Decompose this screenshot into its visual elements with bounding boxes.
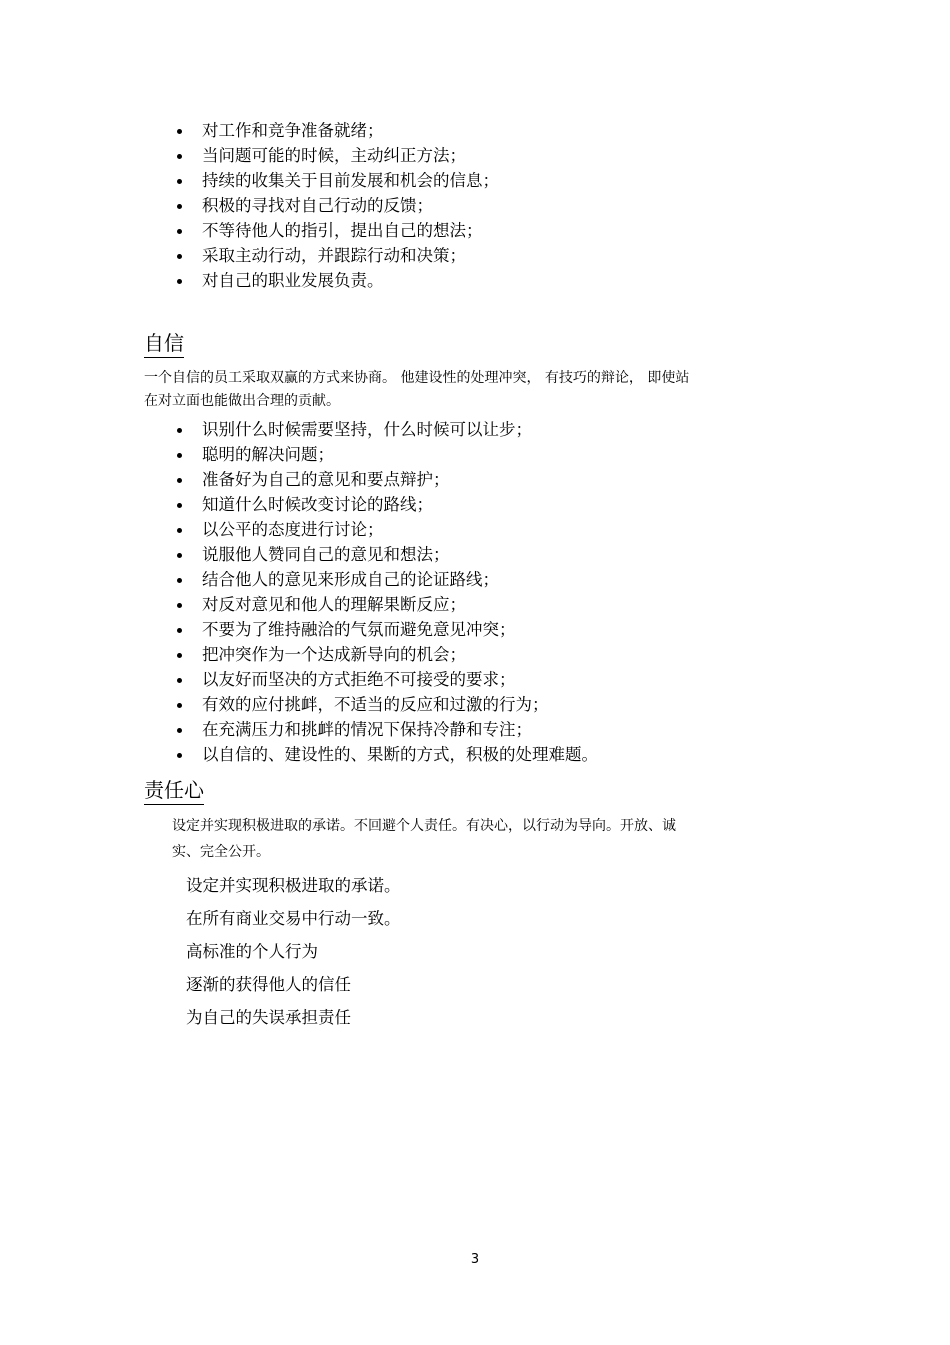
bullet-icon — [177, 678, 182, 683]
bullet-icon — [177, 703, 182, 708]
page-number: 3 — [470, 1252, 480, 1267]
confidence-heading: 自信 — [144, 330, 184, 358]
list-item-text: 准备好为自己的意见和要点辩护； — [202, 470, 450, 489]
list-item — [175, 542, 598, 567]
list-item — [175, 517, 598, 542]
bullet-icon — [177, 503, 182, 508]
list-item — [175, 268, 499, 293]
list-item-text: 知道什么时候改变讨论的路线； — [202, 495, 433, 514]
list-item — [175, 467, 598, 492]
bullet-icon — [177, 753, 182, 758]
list-item — [175, 492, 598, 517]
list-item — [175, 218, 499, 243]
bullet-icon — [177, 553, 182, 558]
bullet-icon — [177, 528, 182, 533]
bullet-icon — [177, 653, 182, 658]
list-item-text: 说服他人赞同自己的意见和想法； — [202, 545, 450, 564]
list-item-text: 以友好而坚决的方式拒绝不可接受的要求； — [202, 670, 516, 689]
list-item-text: 以公平的态度进行讨论； — [202, 520, 384, 539]
list-item-text: 采取主动行动，并跟踪行动和决策； — [202, 246, 466, 265]
list-item — [175, 742, 598, 767]
list-item: 设定并实现积极进取的承诺。 — [186, 876, 401, 895]
list-item — [175, 193, 499, 218]
list-item — [175, 642, 598, 667]
list-item — [175, 717, 598, 742]
bullet-icon — [177, 578, 182, 583]
confidence-intro-line1: 一个自信的员工采取双赢的方式来协商。 他建设性的处理冲突， 有技巧的辩论， 即使站 — [144, 370, 690, 386]
list-item-text: 识别什么时候需要坚持，什么时候可以让步； — [202, 420, 532, 439]
list-item — [175, 243, 499, 268]
list-item-text: 在充满压力和挑衅的情况下保持冷静和专注； — [202, 720, 532, 739]
list-item — [175, 442, 598, 467]
list-item — [175, 567, 598, 592]
list-item-text: 积极的寻找对自己行动的反馈； — [202, 196, 433, 215]
list-item: 在所有商业交易中行动一致。 — [186, 909, 401, 928]
responsibility-items — [186, 869, 401, 1034]
list-item: 高标准的个人行为 — [186, 942, 318, 961]
bullet-icon — [177, 453, 182, 458]
list-item-text: 不要为了维持融洽的气氛而避免意见冲突； — [202, 620, 516, 639]
bullet-icon — [177, 279, 182, 284]
list-item — [175, 592, 598, 617]
bullet-icon — [177, 254, 182, 259]
list-item: 为自己的失误承担责任 — [186, 1008, 351, 1027]
bullet-icon — [177, 154, 182, 159]
list-item-text: 持续的收集关于目前发展和机会的信息； — [202, 171, 499, 190]
list-item — [175, 667, 598, 692]
list-item-text: 有效的应付挑衅，不适当的反应和过激的行为； — [202, 695, 549, 714]
bullet-icon — [177, 728, 182, 733]
bullet-icon — [177, 129, 182, 134]
list-item — [175, 168, 499, 193]
confidence-intro-line2: 在对立面也能做出合理的贡献。 — [144, 393, 340, 409]
bullet-icon — [177, 204, 182, 209]
list-item-text: 聪明的解决问题； — [202, 445, 334, 464]
bullet-icon — [177, 179, 182, 184]
list-item-text: 对工作和竞争准备就绪； — [202, 121, 384, 140]
list-item-text: 结合他人的意见来形成自己的论证路线； — [202, 570, 499, 589]
responsibility-bullet-list — [175, 118, 499, 293]
responsibility-intro-line2: 实、完全公开。 — [172, 844, 270, 860]
confidence-bullet-list — [175, 417, 598, 767]
list-item: 逐渐的获得他人的信任 — [186, 975, 351, 994]
list-item — [175, 417, 598, 442]
responsibility-intro-line1: 设定并实现积极进取的承诺。不回避个人责任。有决心，以行动为导向。开放、诚 — [172, 818, 676, 834]
list-item — [175, 118, 499, 143]
list-item — [175, 617, 598, 642]
bullet-icon — [177, 628, 182, 633]
list-item-text: 对自己的职业发展负责。 — [202, 271, 384, 290]
responsibility-heading: 责任心 — [144, 777, 204, 805]
list-item-text: 把冲突作为一个达成新导向的机会； — [202, 645, 466, 664]
list-item — [175, 143, 499, 168]
bullet-icon — [177, 428, 182, 433]
list-item-text: 当问题可能的时候，主动纠正方法； — [202, 146, 466, 165]
list-item — [175, 692, 598, 717]
bullet-icon — [177, 603, 182, 608]
bullet-icon — [177, 229, 182, 234]
list-item-text: 对反对意见和他人的理解果断反应； — [202, 595, 466, 614]
list-item-text: 以自信的、建设性的、果断的方式，积极的处理难题。 — [202, 745, 598, 764]
bullet-icon — [177, 478, 182, 483]
list-item-text: 不等待他人的指引，提出自己的想法； — [202, 221, 483, 240]
